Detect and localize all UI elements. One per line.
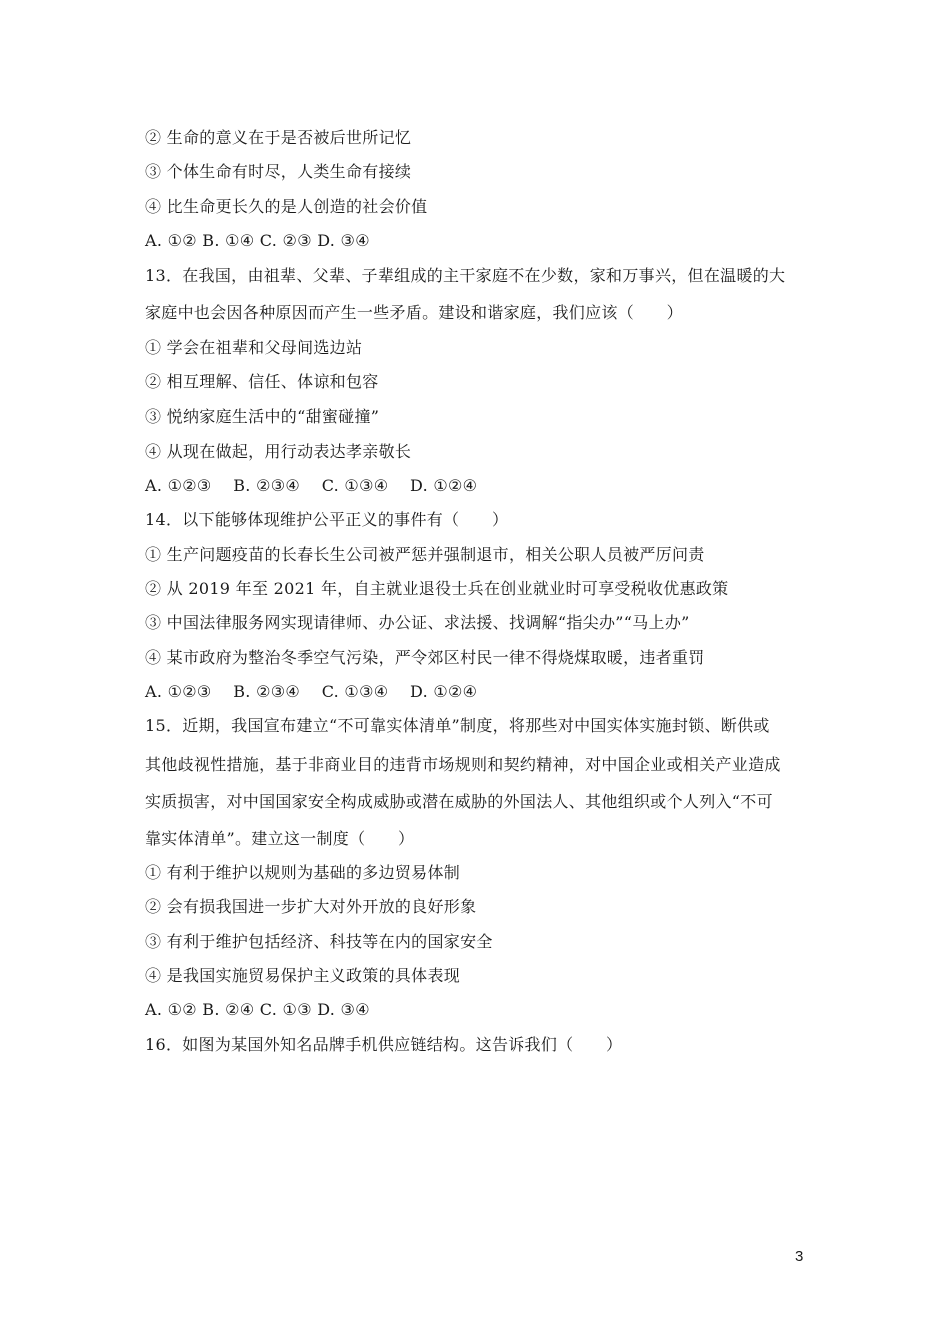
question-15-text: 实质损害，对中国国家安全构成威胁或潜在威胁的外国法人、其他组织或个人列入“不可: [145, 792, 773, 811]
option-line: ① 学会在祖辈和父母间选边站: [145, 338, 363, 357]
option-line: ④ 从现在做起，用行动表达孝亲敬长: [145, 442, 412, 461]
option-line: ① 生产问题疫苗的长春长生公司被严惩并强制退市，相关公职人员被严厉问责: [145, 545, 705, 564]
option-line: ③ 中国法律服务网实现请律师、办公证、求法援、找调解“指尖办”“马上办”: [145, 613, 690, 632]
page-number: 3: [795, 1248, 804, 1265]
question-15-text: 其他歧视性措施，基于非商业目的违背市场规则和契约精神，对中国企业或相关产业造成: [145, 755, 781, 774]
question-13-text: 家庭中也会因各种原因而产生一些矛盾。建设和谐家庭，我们应该（ ）: [145, 303, 683, 322]
option-line: ② 生命的意义在于是否被后世所记忆: [145, 128, 412, 147]
answer-choices: A. ①②③ B. ②③④ C. ①③④ D. ①②④: [145, 682, 478, 701]
option-line: ② 相互理解、信任、体谅和包容: [145, 372, 379, 391]
option-line: ④ 比生命更长久的是人创造的社会价值: [145, 197, 428, 216]
question-15-text: 15．近期，我国宣布建立“不可靠实体清单”制度，将那些对中国实体实施封锁、断供或: [145, 716, 770, 735]
answer-choices: A. ①② B. ①④ C. ②③ D. ③④: [145, 231, 370, 250]
option-line: ② 从 2019 年至 2021 年，自主就业退役士兵在创业就业时可享受税收优惠政策: [145, 579, 729, 598]
question-15-text: 靠实体清单”。建立这一制度（ ）: [145, 829, 415, 848]
question-16-text: 16．如图为某国外知名品牌手机供应链结构。这告诉我们（ ）: [145, 1035, 623, 1054]
answer-choices: A. ①②③ B. ②③④ C. ①③④ D. ①②④: [145, 476, 478, 495]
option-line: ④ 某市政府为整治冬季空气污染，严令郊区村民一律不得烧煤取暖，违者重罚: [145, 648, 705, 667]
option-line: ① 有利于维护以规则为基础的多边贸易体制: [145, 863, 461, 882]
answer-choices: A. ①② B. ②④ C. ①③ D. ③④: [145, 1000, 370, 1019]
option-line: ② 会有损我国进一步扩大对外开放的良好形象: [145, 897, 477, 916]
question-14-text: 14．以下能够体现维护公平正义的事件有（ ）: [145, 510, 509, 529]
option-line: ④ 是我国实施贸易保护主义政策的具体表现: [145, 966, 461, 985]
option-line: ③ 个体生命有时尽，人类生命有接续: [145, 162, 412, 181]
option-line: ③ 有利于维护包括经济、科技等在内的国家安全: [145, 932, 493, 951]
question-13-text: 13．在我国，由祖辈、父辈、子辈组成的主干家庭不在少数，家和万事兴，但在温暖的大: [145, 266, 786, 285]
option-line: ③ 悦纳家庭生活中的“甜蜜碰撞”: [145, 407, 380, 426]
